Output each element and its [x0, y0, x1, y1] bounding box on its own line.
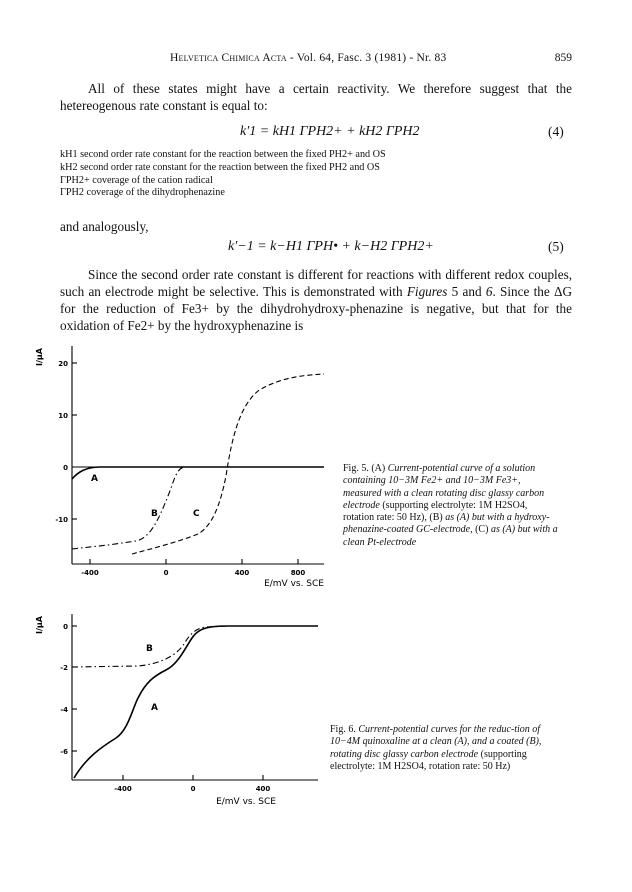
- curve-a: [74, 626, 318, 778]
- x-tick-label: 400: [234, 569, 250, 577]
- x-tick-label: -400: [81, 569, 99, 577]
- curve-label-b: B: [151, 509, 158, 519]
- x-axis-label: E/mV vs. SCE: [216, 797, 276, 807]
- definition-item: kH1 second order rate constant for the reaction between the fixed PH2+ and OS: [60, 149, 386, 160]
- y-tick-label: -4: [60, 706, 68, 714]
- equation-4-number: (4): [548, 124, 564, 139]
- curve-label-b: B: [146, 644, 153, 654]
- y-tick-label: 0: [63, 464, 68, 472]
- figure-5-caption: Fig. 5. (A) Current-potential curve of a solution containing 10−3M Fe2+ and 10−3M Fe3+, measured with a clean rotating disc glassy carbon electrode (supporting electrolyte: 1M H2SO4, rotation rate: 50 Hz), (B) as (A) but with a hydroxy-phenazine-coated GC-electrode, (C) as (A) but with a clean Pt-electrode: [343, 463, 558, 548]
- curve-a: [72, 467, 324, 479]
- y-tick-label: 10: [58, 412, 68, 420]
- definition-item: kH2 second order rate constant for the reaction between the fixed PH2 and OS: [60, 161, 380, 173]
- x-axis-label: E/mV vs. SCE: [264, 579, 324, 588]
- paragraph-intro: All of these states might have a certain reactivity. We therefore suggest that the hetereogenous rate constant is equal to:: [60, 81, 572, 113]
- paragraph-selectivity: Since the second order rate constant is different for reactions with different redox couples, such an electrode might be selective. This is demonstrated with Figures 5 and 6. Since the ΔG for the reduction of Fe3+ by the dihydrohydroxy-phenazine is negative, but that for the oxidation of Fe2+ by the hydroxyphenazine is: [60, 267, 572, 333]
- y-tick-label: -2: [60, 664, 68, 672]
- x-tick-label: 0: [163, 569, 169, 577]
- y-tick-label: 0: [63, 623, 68, 631]
- page-number: 859: [554, 52, 572, 64]
- y-axis-label: I/µA: [35, 616, 44, 634]
- curve-label-c: C: [193, 509, 200, 519]
- equation-4: [240, 124, 420, 140]
- y-axis-label: I/µA: [35, 348, 44, 366]
- figure-6-caption: Fig. 6. Current-potential curves for the reduc-tion of 10−4M quinoxaline at a clean (A), and a coated (B), rotating disc glassy carbon electrode (supporting electrolyte: 1M H2SO4, rotation rate: 50 Hz): [330, 724, 542, 772]
- figure-6-chart: [28, 610, 338, 810]
- curve-label-a: A: [151, 703, 158, 713]
- curve-b: [72, 467, 192, 549]
- analogously-text: and analogously,: [60, 219, 149, 234]
- curve-c: [132, 374, 324, 554]
- equation-4-text: k′1 = kH1 ΓPH2+ + kH2 ΓPH2: [240, 124, 420, 139]
- y-tick-label: -10: [55, 516, 68, 524]
- equation-5: [228, 239, 434, 255]
- y-tick-label: 20: [58, 360, 68, 368]
- equation-5-text: k′−1 = k−H1 ΓPH• + k−H2 ΓPH2+: [228, 239, 434, 254]
- y-tick-label: -6: [60, 748, 68, 756]
- definition-item: ΓPH2+ coverage of the cation radical: [60, 174, 213, 186]
- journal-header: Helvetica Chimica Acta - Vol. 64, Fasc. 3 (1981) - Nr. 83: [170, 52, 447, 64]
- x-tick-label: -400: [114, 785, 132, 793]
- x-tick-label: 0: [190, 785, 196, 793]
- definition-list: [60, 149, 386, 200]
- equation-5-number: (5): [548, 239, 564, 254]
- x-tick-label: 800: [290, 569, 306, 577]
- figure-6-axes: [72, 614, 318, 780]
- definition-item: ΓPH2 coverage of the dihydrophenazine: [60, 187, 225, 199]
- curve-label-a: A: [91, 474, 98, 484]
- figure-5-chart: [28, 336, 338, 588]
- x-tick-label: 400: [255, 785, 271, 793]
